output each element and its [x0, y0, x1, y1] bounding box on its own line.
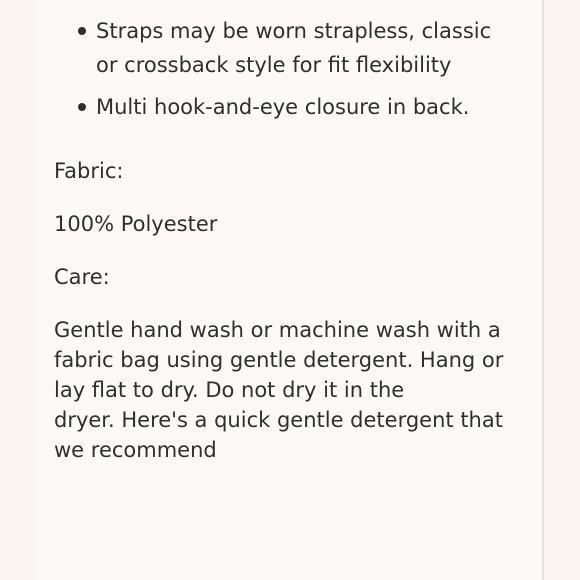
list-item-line: Multi hook-and-eye closure in back. — [96, 95, 470, 119]
list-item — [54, 90, 532, 124]
care-instructions — [54, 315, 532, 465]
care-line: fabric bag using gentle detergent. Hang or — [54, 348, 504, 372]
bullet-dot-icon — [78, 27, 86, 35]
description-panel — [36, 0, 544, 580]
list-item-line: Straps may be worn strapless, classic — [96, 19, 492, 43]
care-line: we recommend — [54, 438, 217, 462]
list-item — [54, 14, 532, 82]
list-item-line: or crossback style for fit flexibility — [96, 53, 452, 77]
fabric-value: 100% Polyester — [54, 212, 218, 236]
care-line: Gentle hand wash or machine wash with a — [54, 318, 501, 342]
bullet-dot-icon — [78, 103, 86, 111]
feature-list — [54, 14, 532, 124]
care-line: dryer. Here's a quick gentle detergent that — [54, 408, 503, 432]
fabric-heading: Fabric: — [54, 159, 124, 183]
product-description — [54, 14, 532, 465]
care-heading: Care: — [54, 265, 110, 289]
care-line: lay flat to dry. Do not dry it in the — [54, 378, 405, 402]
